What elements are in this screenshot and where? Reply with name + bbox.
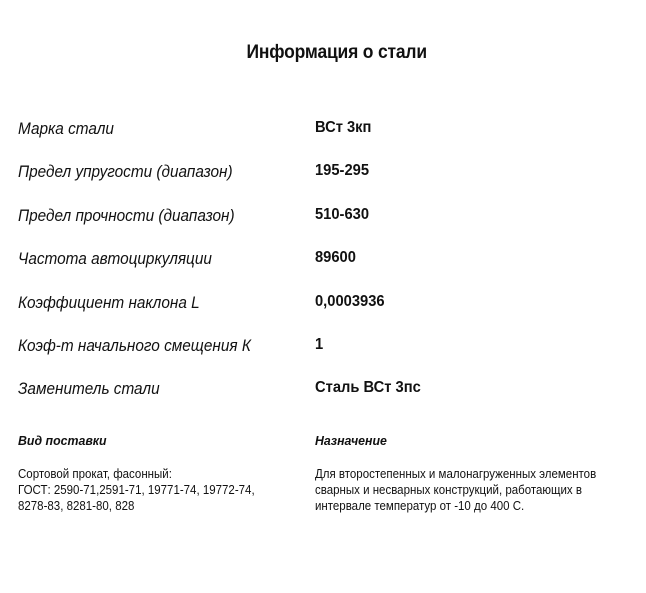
- supply-line: ГОСТ: 2590-71,2591-71, 19771-74, 19772-74,: [18, 483, 255, 497]
- purpose-text: [315, 466, 596, 514]
- property-value-strength-limit: 510-630: [315, 206, 370, 223]
- supply-line: 8278-83, 8281-80, 828: [18, 499, 135, 513]
- property-value-elastic-limit: 195-295: [315, 162, 370, 179]
- supply-line: Сортовой прокат, фасонный:: [18, 467, 172, 481]
- property-value-autocirculation: 89600: [315, 249, 356, 266]
- property-label-grade: Марка стали: [18, 120, 114, 138]
- property-label-substitute: Заменитель стали: [18, 380, 160, 398]
- property-value-substitute: Сталь ВСт 3пс: [315, 379, 421, 396]
- property-value-grade: ВСт 3кп: [315, 119, 372, 136]
- property-value-slope-coefficient: 0,0003936: [315, 293, 385, 310]
- property-value-offset-coefficient: 1: [315, 336, 324, 353]
- supply-heading: Вид поставки: [18, 433, 107, 448]
- purpose-heading: Назначение: [315, 433, 387, 448]
- supply-text: [18, 466, 255, 514]
- property-label-strength-limit: Предел прочности (диапазон): [18, 207, 235, 225]
- purpose-line: сварных и несварных конструкций, работающих в: [315, 483, 582, 497]
- property-label-offset-coefficient: Коэф-т начального смещения К: [18, 337, 251, 355]
- purpose-line: Для второстепенных и малонагруженных элементов: [315, 467, 597, 481]
- property-label-autocirculation: Частота автоциркуляции: [18, 250, 212, 268]
- purpose-line: интервале температур от -10 до 400 С.: [315, 499, 525, 513]
- property-label-elastic-limit: Предел упругости (диапазон): [18, 163, 233, 181]
- page-title: Информация о стали: [246, 42, 427, 63]
- property-label-slope-coefficient: Коэффициент наклона L: [18, 294, 200, 312]
